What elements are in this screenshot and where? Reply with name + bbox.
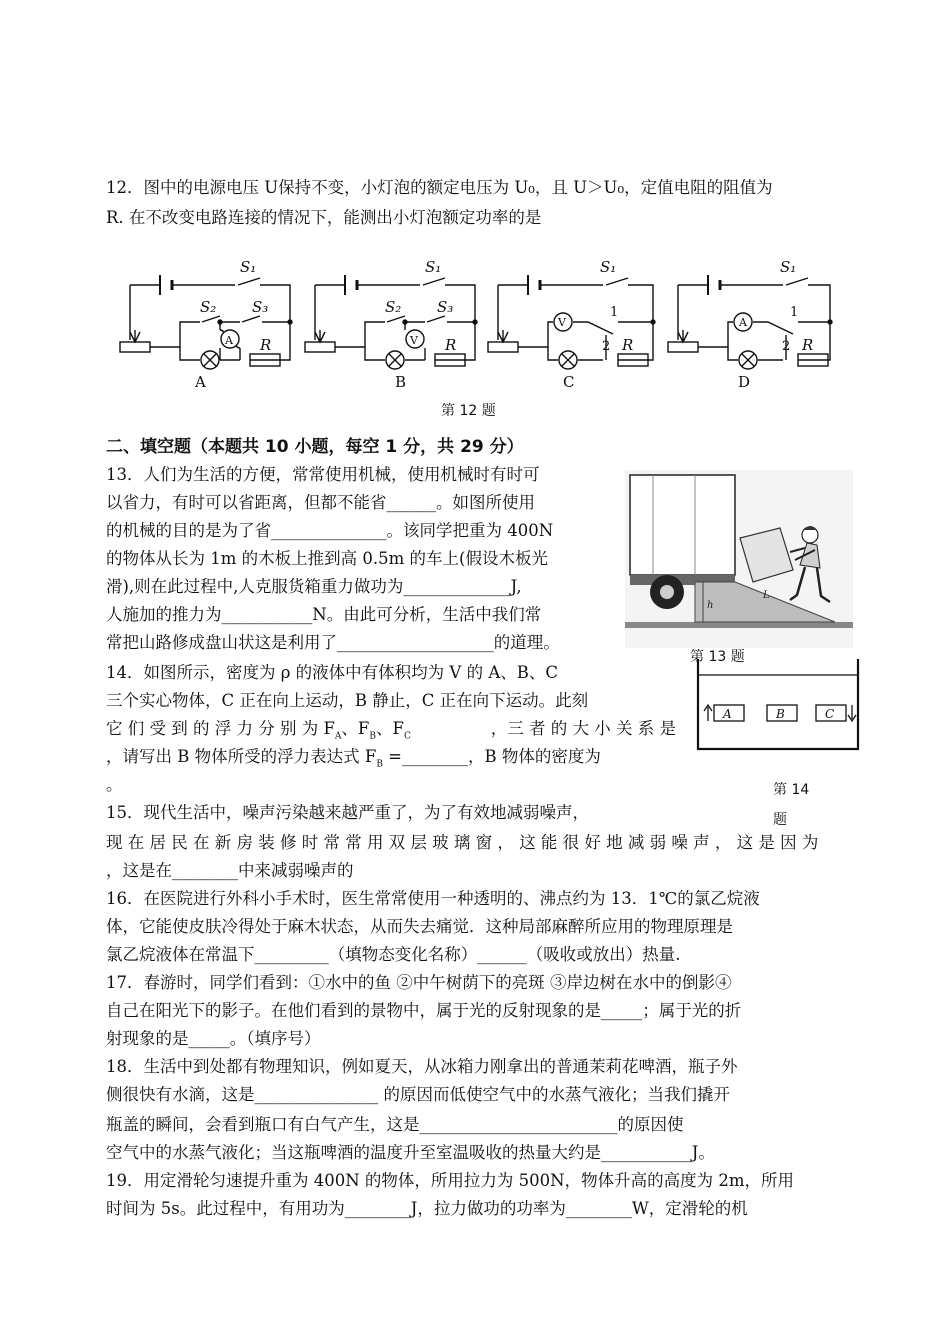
q14-line-4-sub: B (376, 759, 383, 770)
q19-line-2: 时间为 5s。此过程中，有用功为________J，拉力做功的功率为________W，定滑轮的机 (106, 1199, 748, 1218)
q13-line-3: 的机械的目的是为了省______________。该同学把重为 400N (106, 521, 554, 540)
q12-line-2: R. 在不改变电路连接的情况下，能测出小灯泡额定功率的是 (106, 208, 542, 227)
q14-caption-2: 题 (773, 812, 787, 828)
circuit-c-pos2: 2 (602, 339, 611, 354)
circuit-d-r: R (802, 336, 814, 354)
q18-line-3: 瓶盖的瞬间，会看到瓶口有白气产生，这是________________________的原因使 (106, 1115, 684, 1134)
q14-line-5: 。 (106, 775, 123, 794)
q17-line-2: 自己在阳光下的影子。在他们看到的景物中，属于光的反射现象的是_____；属于光的折 (106, 1001, 742, 1020)
circuit-a-s2: S₂ (200, 298, 217, 316)
circuit-c-s1: S₁ (600, 258, 617, 276)
circuit-d-pos2: 2 (782, 339, 791, 354)
q14-line-4-tail: =________，B 物体的密度为 (382, 747, 601, 766)
q14-caption-1: 第 14 (773, 782, 810, 798)
q13-line-6: 人施加的推力为___________N。由此可分析，生活中我们常 (106, 605, 542, 624)
circuit-d-ammeter: A (739, 316, 747, 329)
q14-sub-b: B (369, 731, 376, 742)
circuit-a-r: R (260, 336, 272, 354)
circuit-a (120, 275, 292, 369)
q16-line-1: 16．在医院进行外科小手术时，医生常常使用一种透明的、沸点约为 13．1℃的氯乙烷液 (106, 889, 760, 908)
circuit-d-s1: S₁ (780, 258, 797, 276)
q13-line-7: 常把山路修成盘山状这是利用了___________________的道理。 (106, 633, 560, 652)
circuit-c-pos1: 1 (610, 305, 619, 320)
q14-line-1: 14．如图所示，密度为 ρ 的液体中有体积均为 V 的 A、B、C (106, 663, 559, 682)
circuit-c (488, 275, 655, 369)
option-b-label: B (395, 373, 407, 391)
q14-line-3 (106, 719, 676, 746)
q16-line-3: 氯乙烷液体在常温下_________（填物态变化名称）______（吸收或放出）热量. (106, 945, 681, 964)
circuit-b-voltmeter: V (410, 334, 418, 347)
circuit-b-r: R (445, 336, 457, 354)
circuit-d-pos1: 1 (790, 305, 799, 320)
q13-l-label: L (763, 590, 770, 601)
q14-line-3-head: 它 们 受 到 的 浮 力 分 别 为 F (106, 719, 335, 738)
q13-line-5: 滑),则在此过程中,人克服货箱重力做功为_____________J, (106, 577, 522, 596)
q14-block-c: C (825, 707, 835, 721)
q12-line-1: 12．图中的电源电压 U保持不变，小灯泡的额定电压为 U₀，且 U＞U₀，定值电阻的阻值为 (106, 178, 773, 197)
q18-line-2: 侧很快有水滴，这是_______________ 的原因而低使空气中的水蒸气液化；当我们撬开 (106, 1085, 730, 1104)
q14-block-b: B (776, 707, 785, 721)
q13-line-4: 的物体从长为 1m 的木板上推到高 0.5m 的车上(假设木板光 (106, 549, 548, 568)
q14-line-2: 三个实心物体，C 正在向上运动，B 静止，C 正在向下运动。此刻 (106, 691, 589, 710)
option-c-label: C (563, 373, 575, 391)
circuit-d (668, 275, 832, 369)
q14-sub-c: C (403, 731, 411, 742)
q14-line-3-fc: 、F (375, 719, 404, 738)
q14-line-3-end: ，三 者 的 大 小 关 系 是 (490, 719, 676, 738)
q13-caption: 第 13 题 (690, 649, 745, 665)
q16-line-2: 体，它能使皮肤冷得处于麻木状态，从而失去痛觉．这种局部麻醉所应用的物理原理是 (106, 917, 733, 936)
q13-h-label: h (707, 600, 714, 611)
q14-line-3-fb: 、F (341, 719, 370, 738)
q14-line-4-head: ，请写出 B 物体所受的浮力表达式 F (106, 747, 377, 766)
circuit-a-s1: S₁ (240, 258, 257, 276)
q14-block-a: A (723, 707, 732, 721)
q17-line-3: 射现象的是_____。（填序号） (106, 1029, 321, 1048)
q15-line-1: 15．现代生活中，噪声污染越来越严重了，为了有效地减弱噪声， (106, 803, 589, 822)
option-d-label: D (738, 373, 751, 391)
q13-line-1: 13．人们为生活的方便，常常使用机械，使用机械时有时可 (106, 465, 540, 484)
q14-liquid-figure (692, 655, 864, 755)
circuit-c-r: R (622, 336, 634, 354)
q17-line-1: 17．春游时，同学们看到：①水中的鱼 ②中午树荫下的亮斑 ③岸边树在水中的倒影④ (106, 973, 732, 992)
circuit-b-s3: S₃ (437, 298, 454, 316)
q15-line-2: 现 在 居 民 在 新 房 装 修 时 常 常 用 双 层 玻 璃 窗 ， 这 能 很 好 地 减 弱 噪 声 ， 这 是 因 为 (106, 833, 819, 852)
q15-line-3: ，这是在________中来减弱噪声的 (106, 861, 354, 880)
section-title: 二、填空题（本题共 10 小题，每空 1 分，共 29 分） (106, 437, 524, 457)
circuit-b (305, 275, 477, 369)
q18-line-1: 18．生活中到处都有物理知识，例如夏天，从冰箱力刚拿出的普通茉莉花啤酒，瓶子外 (106, 1057, 738, 1076)
circuit-c-voltmeter: V (558, 316, 566, 329)
q14-line-4 (106, 747, 601, 774)
q13-ramp-figure (625, 470, 853, 648)
circuit-b-s1: S₁ (425, 258, 442, 276)
q12-caption: 第 12 题 (441, 403, 496, 419)
q18-line-4: 空气中的水蒸气液化；当这瓶啤酒的温度升至室温吸收的热量大约是___________J。 (106, 1143, 715, 1162)
q13-line-2: 以省力，有时可以省距离，但都不能省______。如图所使用 (106, 493, 535, 512)
circuit-a-ammeter: A (225, 334, 233, 347)
q19-line-1: 19．用定滑轮匀速提升重为 400N 的物体，所用拉力为 500N，物体升高的高度为 2m，所用 (106, 1171, 794, 1190)
q14-sub-a: A (334, 731, 342, 742)
q12-circuit-figure (110, 250, 840, 400)
circuit-b-s2: S₂ (385, 298, 402, 316)
option-a-label: A (195, 373, 206, 391)
circuit-a-s3: S₃ (252, 298, 269, 316)
